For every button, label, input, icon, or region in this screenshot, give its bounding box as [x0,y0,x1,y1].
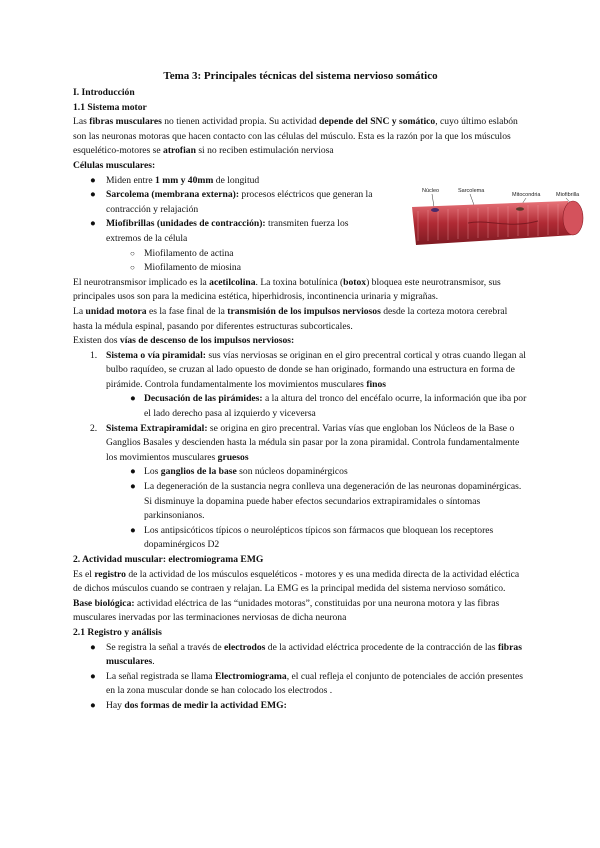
list-item [73,174,373,189]
paragraph-base-biologica [73,597,528,626]
bullet-icon: ● [90,699,96,711]
mitochondria-icon [516,207,524,211]
list-item [73,480,528,524]
section-heading-emg: 2. Actividad muscular: electromiograma EMG [73,554,264,565]
text: La señal registrada se llama [106,670,215,682]
bold-text: Sarcolema (membrana externa): [106,189,240,201]
text: no tienen actividad propia. Su actividad [161,116,320,128]
paragraph-fibras [73,115,528,159]
cells-list [73,174,373,276]
text: Hay [106,699,125,711]
list-item [73,699,528,714]
text: , cuyo último eslabón son las neuronas motoras que hacen contacto con las células del músculo. Esta es la razón por la que los músculos esquelético-motores se [73,116,518,157]
ordered-item-piramidal [73,349,528,393]
text: si no reciben estimulación nerviosa [195,145,334,157]
bold-text: botox [343,276,367,288]
text: de longitud [213,174,260,186]
bold-text: Electromiograma [214,670,287,682]
text: , el cual refleja el conjunto de potenciales de acción presentes en la zona muscular donde se han colocado los electrodos . [106,670,523,697]
text: Miofilamento de miosina [144,262,241,274]
bold-text: registro [94,568,126,580]
list-item [73,641,528,670]
nucleus-icon [431,208,439,212]
bold-text: finos [366,378,387,390]
bold-text: vías de descenso de los impulsos nerviosos: [119,335,295,347]
text: transmiten fuerza los extremos de la célula [106,218,349,244]
bullet-icon: ● [90,218,96,230]
bullet-icon: ● [90,670,96,682]
bold-text: 1 mm y 40mm [155,174,214,186]
text: Los [144,466,161,478]
text: Se registra la señal a través de [106,641,225,653]
paragraph-registro [73,568,528,597]
bold-text: acetilcolina [209,276,256,288]
text: La degeneración de la sustancia negra conlleva una degeneración de las neuronas dopaminérgicas. Si disminuye la dopamina puede haber efectos secundarios extrapiramidales o síntomas parkinsonianos. [144,481,522,522]
bold-text: Decusación de las pirámides: [144,393,263,405]
text: . La toxina botulínica ( [255,276,344,288]
cells-heading: Células musculares: [73,159,156,171]
paragraph-acetilcolina [73,276,528,305]
list-number: 2. [90,422,98,434]
figure-label-nucleo: Núcleo [422,188,440,194]
figure-label-mitocondria: Mitocondria [512,192,541,198]
bold-text: ganglios de la base [160,466,237,478]
bold-text: atrofian [163,145,196,157]
text: de la actividad de los músculos esqueléticos - motores y es una medida directa de la actividad eléctica de dichos músculos cuando se contraen y relajan. La EMG es la principal medida del sistema nervioso somático. [73,568,520,595]
text: son núcleos dopaminérgicos [236,466,348,478]
section-heading-introduccion: I. Introducción [73,87,135,98]
text: Miden entre [106,174,156,186]
bold-text: dos formas de medir la actividad EMG: [124,699,287,711]
ordered-item-extrapiramidal [73,422,528,466]
list-item [73,217,373,246]
text: se origina en giro precentral. Varias vías que engloban los Núcleos de la Base o Ganglios Basales y descienden hasta la médula sin pasar por la zona piramidal. Controla fundamentalmente los movimientos musculares [106,422,520,463]
text: procesos eléctricos que generan la contracción y relajación [106,189,373,215]
list-item [73,670,528,699]
text: El neurotransmisor implicado es la [73,276,210,288]
bold-text: gruesos [217,451,249,463]
bullet-icon: ● [90,174,96,186]
bold-text: Sistema Extrapiramidal: [106,422,208,434]
document-title: Tema 3: Principales técnicas del sistema nervioso somático [163,70,438,82]
bold-text: Miofibrillas (unidades de contracción): [106,218,266,230]
bold-text: fibras musculares [106,641,522,668]
figure-label-miofibrilla: Miofibrilla [556,192,580,198]
figure-label-sarcolema: Sarcolema [458,188,485,194]
text: . [152,656,155,668]
circle-bullet-icon: ○ [130,263,135,273]
text: a la altura del tronco del encéfalo ocurre, la información que iba por el lado derecho pasa al izquierdo y viceversa [144,393,527,420]
bold-text: depende del SNC y somático [319,116,436,128]
muscle-fiber-figure [408,183,593,251]
bold-text: Base biológica: [73,597,135,609]
text: Existen dos [73,335,120,347]
bullet-icon: ● [130,393,136,405]
bold-text: electrodos [224,641,266,653]
bullet-icon: ● [90,641,96,653]
circle-bullet-icon: ○ [130,248,135,258]
list-item [73,392,528,421]
text: Es el [73,568,95,580]
list-item [73,247,373,262]
list-item [73,465,528,480]
document-page [73,68,528,714]
subsection-heading-sistema-motor: 1.1 Sistema motor [73,101,147,113]
text: ) bloquea este neurotransmisor, sus principales usos son para la medicina estética, hiperhidrosis, incontinencia urinaria y migrañas. [73,276,501,303]
text: actividad eléctrica de las “unidades motoras”, constituidas por una neurona motora y las fibras musculares inervadas por las terminaciones nerviosas de dicha neurona [73,597,500,624]
text: Los antipsicóticos típicos o neurolépticos típicos son fármacos que bloquean los receptores dopaminérgicos D2 [144,524,494,551]
list-item [73,524,528,553]
text: La [73,305,86,317]
text: Las [73,116,90,128]
text: es la fase final de la [146,305,228,317]
text: sus vías nerviosas se originan en el giro precentral cortical y otras cuando llegan al bulbo raquídeo, se cruzan al lado opuesto de donde se han originado, formando una estructura en forma de pirámide. Controla fundamentalmente los movimientos musculares [106,349,526,390]
bold-text: Sistema o vía piramidal: [106,349,206,361]
subsection-heading-registro: 2.1 Registro y análisis [73,626,162,638]
list-item [73,188,373,217]
text: Miofilamento de actina [144,247,234,259]
paragraph-unidad-motora [73,305,528,334]
bullet-icon: ● [130,524,136,536]
list-item [73,261,373,276]
bold-text: unidad motora [85,305,147,317]
text: desde la corteza motora cerebral hasta la médula espinal, pasando por diferentes estructuras subcorticales. [73,305,508,332]
text: de la actividad eléctrica procedente de la contracción de las [265,641,498,653]
bold-text: fibras musculares [89,116,162,128]
bullet-icon: ● [130,466,136,478]
bold-text: transmisión de los impulsos nerviosos [227,305,381,317]
paragraph-vias [73,334,528,349]
list-number: 1. [90,349,98,361]
bullet-icon: ● [90,189,96,201]
bullet-icon: ● [130,481,136,493]
